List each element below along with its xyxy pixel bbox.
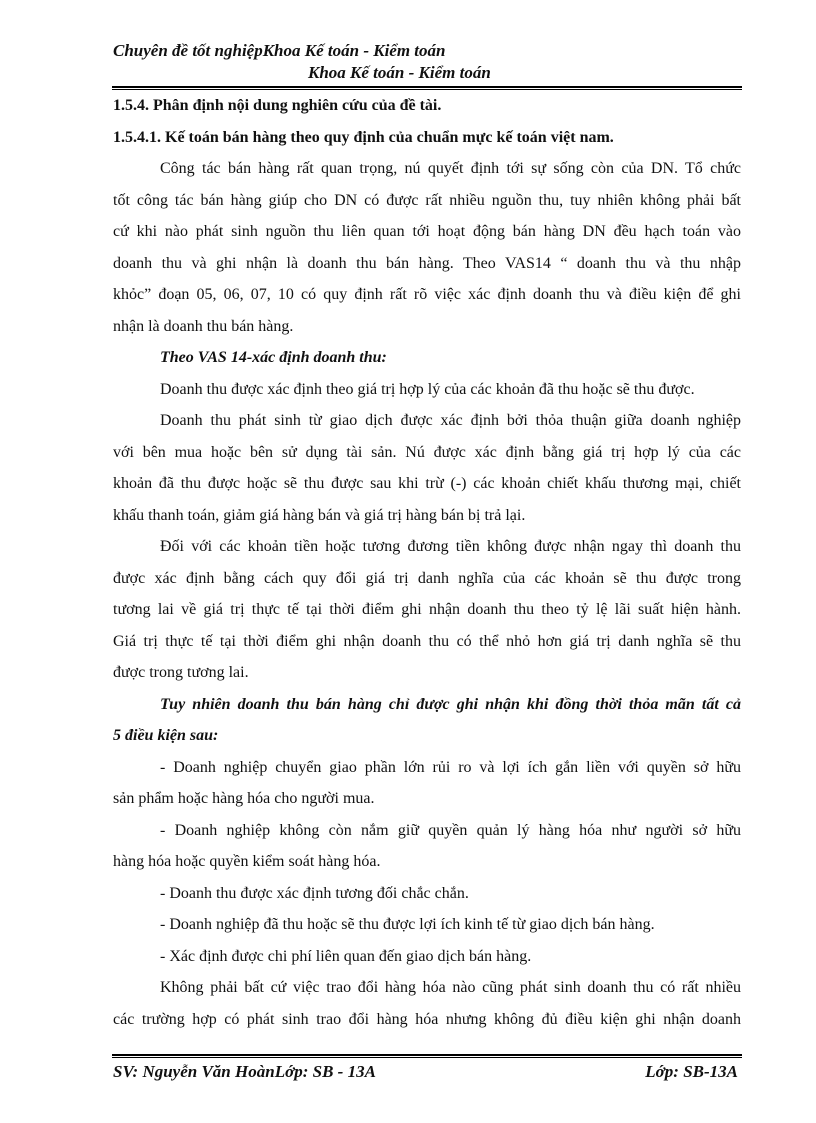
header-rule [112,86,742,88]
paragraph-line: các trường hợp có phát sinh trao đổi hàng hóa nhưng không đủ điều kiện ghi nhận doanh [113,1010,741,1028]
paragraph-line: tương lai về giá trị thực tế tại thời điểm ghi nhận doanh thu theo tỷ lệ lãi suất hiện hành. [113,601,741,618]
footer-student: SV: Nguyễn Văn HoànLớp: SB - 13A [113,1062,376,1081]
subsection-heading: 1.5.4.1. Kế toán bán hàng theo quy định của chuẩn mực kế toán việt nam. [113,128,614,146]
italic-subheading: Tuy nhiên doanh thu bán hàng chỉ được ghi nhận khi đồng thời thỏa mãn tất cả [160,695,741,713]
italic-subheading: 5 điều kiện sau: [113,727,219,744]
footer-rule [112,1054,742,1056]
paragraph-line: Đối với các khoản tiền hoặc tương đương tiền không được nhận ngay thì doanh thu [160,538,741,555]
condition-item: - Doanh nghiệp đã thu hoặc sẽ thu được lợi ích kinh tế từ giao dịch bán hàng. [160,916,655,933]
header-line-2: Khoa Kế toán - Kiểm toán [308,63,491,82]
header-line-1: Chuyên đề tốt nghiệpKhoa Kế toán - Kiểm toán [113,41,446,60]
section-heading: 1.5.4. Phân định nội dung nghiên cứu của đề tài. [113,97,442,114]
condition-item: sản phẩm hoặc hàng hóa cho người mua. [113,790,375,807]
condition-item: - Doanh nghiệp không còn nắm giữ quyền quản lý hàng hóa như người sở hữu [160,821,741,839]
paragraph-line: khỏc” đoạn 05, 06, 07, 10 có quy định rất rõ việc xác định doanh thu và điều kiện để ghi [113,286,741,303]
paragraph-line: Doanh thu được xác định theo giá trị hợp lý của các khoản đã thu hoặc sẽ thu được. [160,380,695,398]
paragraph-line: tốt công tác bán hàng giúp cho DN có được rất nhiều nguồn thu, tuy nhiên không phải bất [113,191,741,209]
condition-item: - Xác định được chi phí liên quan đến giao dịch bán hàng. [160,947,532,965]
condition-item: - Doanh thu được xác định tương đối chắc chắn. [160,884,469,902]
paragraph-line: Doanh thu phát sinh từ giao dịch được xác định bởi thỏa thuận giữa doanh nghiệp [160,412,741,429]
paragraph-line: cứ khi nào phát sinh nguồn thu liên quan tới hoạt động bán hàng DN đều hạch toán vào [113,223,741,240]
paragraph-line: Không phải bất cứ việc trao đổi hàng hóa nào cũng phát sinh doanh thu có rất nhiều [160,979,741,996]
document-body [113,90,741,1035]
footer-class: Lớp: SB-13A [645,1062,738,1081]
paragraph-line: với bên mua hoặc bên sử dụng tài sản. Nú được xác định bằng giá trị hợp lý của các [113,443,741,461]
paragraph-line: Công tác bán hàng rất quan trọng, nú quyết định tới sự sống còn của DN. Tổ chức [160,160,741,177]
paragraph-line: nhận là doanh thu bán hàng. [113,317,294,335]
condition-item: - Doanh nghiệp chuyển giao phần lớn rủi ro và lợi ích gắn liền với quyền sở hữu [160,758,741,776]
paragraph-line: khoản đã thu được hoặc sẽ thu được sau khi trừ (-) các khoản chiết khấu thương mại, chiết [113,475,741,492]
paragraph-line: doanh thu và ghi nhận là doanh thu bán hàng. Theo VAS14 “ doanh thu và thu nhập [113,254,741,272]
paragraph-line: được trong tương lai. [113,664,249,681]
paragraph-line: khấu thanh toán, giảm giá hàng bán và giá trị hàng bán bị trả lại. [113,506,526,524]
paragraph-line: Giá trị thực tế tại thời điểm ghi nhận doanh thu có thể nhỏ hơn giá trị danh nghĩa sẽ thu [113,632,741,650]
footer-rule-thin [112,1057,742,1058]
condition-item: hàng hóa hoặc quyền kiểm soát hàng hóa. [113,853,381,870]
paragraph-line: được xác định bằng cách quy đổi giá trị danh nghĩa của các khoản sẽ thu được trong [113,569,741,587]
italic-subheading: Theo VAS 14-xác định doanh thu: [160,349,387,366]
